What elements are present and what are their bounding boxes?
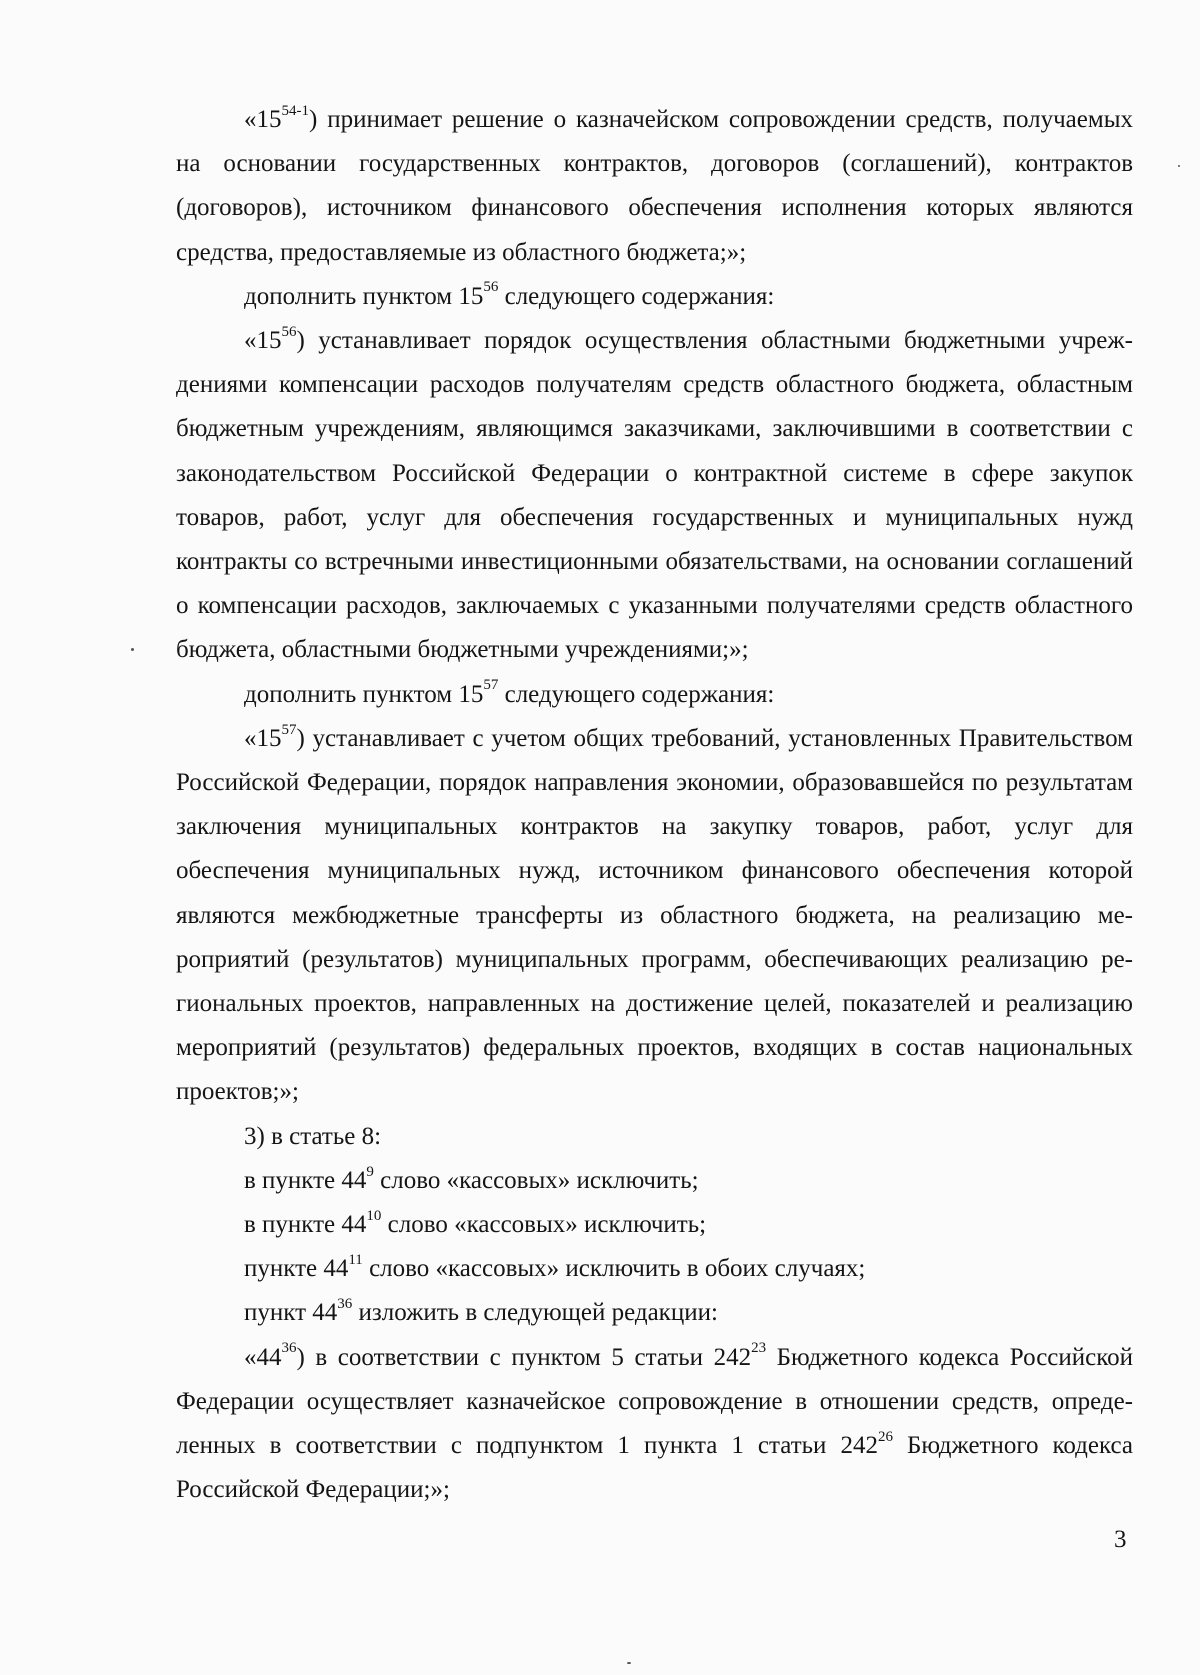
paragraph-44-36: «$44^{36}$) в соответствии с пунктом 5 статьи $242^{23}$ Бюджетного кодекса Российской Федерации осуществляет казначейское сопровождение в отношении средств, определенных в соответствии с подпунктом 1 пункта 1 статьи $242^{26}$ Бюджетного кодекса Российской Федерации;»; bbox=[176, 1340, 1134, 1504]
paragraph-add-15-56: дополнить пунктом $15^{56}$ следующего содержания: bbox=[244, 279, 775, 310]
scan-speck bbox=[131, 648, 134, 651]
superscript: 23 bbox=[751, 1340, 767, 1357]
document-body bbox=[176, 98, 1133, 1513]
paragraph-44-11: пункте $44^{11}$ слово «кассовых» исключить в обоих случаях; bbox=[244, 1251, 866, 1283]
paragraph-44-36-intro: пункт $44^{36}$ изложить в следующей редакции: bbox=[244, 1296, 718, 1327]
paragraph-15-54-1: «15$^{54-1}$) принимает решение о казначейском сопровождении средств, получаемых на основании государственных контрактов, договоров (соглашений), контрактов (договоров), источником финансового обеспечения исполнения которых являются средства, предоставляемые из областного бюджета;»; bbox=[176, 102, 1133, 266]
superscript: 26 bbox=[877, 1428, 893, 1445]
paragraph-15-57: «$15^{57}$) устанавливает с учетом общих требований, установленных Правительством Российской Федерации, порядок направления экономии, образовавшейся по результатам заключения муниципальных контрактов на закупку товаров, работ, услуг для обеспечения муниципальных нужд, источником финансового обеспечения которой являются межбюджетные трансферты из областного бюджета, на реализацию мероприятий (результатов) муниципальных программ, обеспечивающих реализацию региональных проектов, направленных на достижение целей, показателей и реализацию мероприятий (результатов) федеральных проектов, входящих в состав национальных проектов;»; bbox=[176, 721, 1133, 1106]
paragraph-add-15-57: дополнить пунктом $15^{57}$ следующего содержания: bbox=[244, 677, 775, 708]
superscript: 57 bbox=[483, 677, 499, 694]
superscript: 56 bbox=[281, 323, 297, 340]
superscript: 57 bbox=[281, 721, 297, 738]
superscript: 36 bbox=[337, 1296, 353, 1313]
paragraph-44-9: в пункте $44^9$ слово «кассовых» исключить; bbox=[244, 1163, 699, 1194]
paragraph-article-8: 3) в статье 8: bbox=[244, 1122, 382, 1150]
scan-speck bbox=[627, 1662, 631, 1664]
superscript: 10 bbox=[366, 1207, 382, 1224]
paragraph-15-56: «$15^{56}$) устанавливает порядок осуществления областными бюджетными учреждениями компенсации расходов получателям средств областного бюджета, областным бюджетным учреждениям, являющимся заказчиками, заключившими в соответствии с законодательством Российской Федерации о контрактной системе в сфере закупок товаров, работ, услуг для обеспечения государственных и муниципальных нужд контракты со встречными инвестиционными обязательствами, на основании соглашений о компенсации расходов, заключаемых с указанными получателями средств областного бюджета, областными бюджетными учреждениями;»; bbox=[176, 323, 1133, 664]
superscript: 9 bbox=[366, 1163, 374, 1180]
superscript: 54-1 bbox=[281, 102, 309, 119]
scan-speck bbox=[1178, 165, 1180, 167]
superscript: 36 bbox=[281, 1340, 297, 1357]
superscript: 56 bbox=[483, 279, 499, 296]
paragraph-44-10: в пункте $44^{10}$ слово «кассовых» исключить; bbox=[244, 1207, 707, 1239]
page-number: 3 bbox=[1114, 1526, 1127, 1553]
superscript: 11 bbox=[348, 1251, 363, 1268]
